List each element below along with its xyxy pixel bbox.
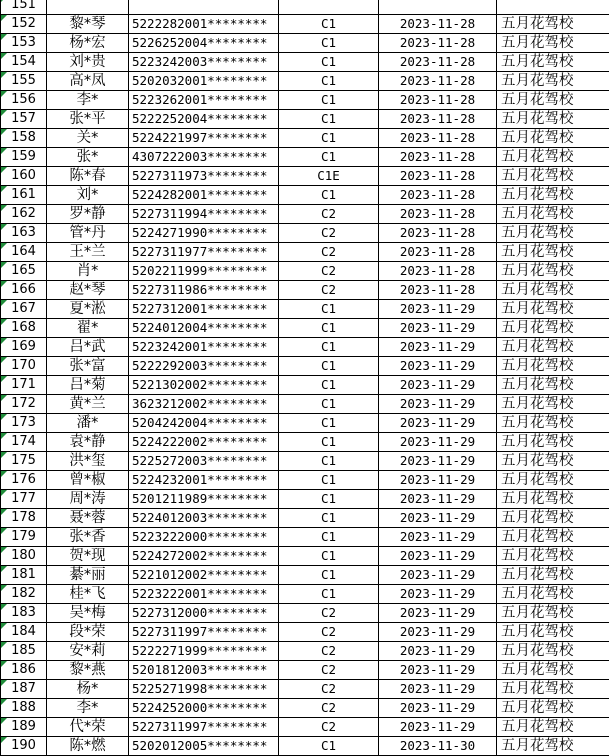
row-number-cell[interactable]: 188 [1,699,47,718]
row-number-cell[interactable]: 167 [1,300,47,319]
id-number-cell[interactable] [129,0,279,15]
name-cell[interactable]: 王*兰 [47,243,129,262]
license-type-cell[interactable]: C1 [279,585,379,604]
license-type-cell[interactable]: C1 [279,376,379,395]
table-row [1,528,609,547]
name-cell[interactable]: 罗*静 [47,205,129,224]
license-type-cell[interactable]: C2 [279,262,379,281]
date-cell[interactable]: 2023-11-29 [379,357,497,376]
row-number-cell[interactable]: 183 [1,604,47,623]
name-cell[interactable]: 赵*琴 [47,281,129,300]
name-cell[interactable]: 段*荣 [47,623,129,642]
school-cell[interactable]: 五月花驾校 [497,566,609,585]
date-cell[interactable]: 2023-11-29 [379,642,497,661]
row-number-cell[interactable]: 185 [1,642,47,661]
table-row [1,281,609,300]
name-cell[interactable]: 张*富 [47,357,129,376]
row-number-cell[interactable]: 181 [1,566,47,585]
table-row [1,300,609,319]
table-row [1,376,609,395]
name-cell[interactable]: 陈*燃 [47,737,129,756]
school-cell[interactable]: 五月花驾校 [497,642,609,661]
school-cell[interactable]: 五月花驾校 [497,91,609,110]
name-cell[interactable]: 肖* [47,262,129,281]
table-row [1,680,609,699]
school-cell[interactable]: 五月花驾校 [497,224,609,243]
school-cell[interactable]: 五月花驾校 [497,452,609,471]
row-number-cell[interactable]: 176 [1,471,47,490]
license-type-cell[interactable]: C1 [279,547,379,566]
school-cell[interactable]: 五月花驾校 [497,262,609,281]
license-type-cell[interactable]: C1 [279,737,379,756]
name-cell[interactable]: 周*涛 [47,490,129,509]
table-row [1,186,609,205]
date-cell[interactable]: 2023-11-28 [379,15,497,34]
id-number-cell[interactable]: 5222252004******** [129,110,279,129]
license-type-cell[interactable]: C1 [279,91,379,110]
id-number-cell[interactable]: 5223262001******** [129,91,279,110]
row-number-cell[interactable]: 173 [1,414,47,433]
id-number-cell[interactable]: 5224272002******** [129,547,279,566]
name-cell[interactable]: 安*莉 [47,642,129,661]
table-row [1,34,609,53]
school-cell[interactable]: 五月花驾校 [497,471,609,490]
date-cell[interactable]: 2023-11-29 [379,528,497,547]
license-type-cell[interactable]: C2 [279,642,379,661]
roster-rows [1,0,609,756]
name-cell[interactable]: 桂*飞 [47,585,129,604]
row-number-cell[interactable]: 189 [1,718,47,737]
id-number-cell[interactable]: 5223222000******** [129,528,279,547]
license-type-cell[interactable]: C2 [279,680,379,699]
school-cell[interactable]: 五月花驾校 [497,281,609,300]
date-cell[interactable]: 2023-11-28 [379,53,497,72]
school-cell[interactable]: 五月花驾校 [497,300,609,319]
id-number-cell[interactable]: 5221012002******** [129,566,279,585]
id-number-cell[interactable]: 5204242004******** [129,414,279,433]
id-number-cell[interactable]: 5227311986******** [129,281,279,300]
row-number-cell[interactable]: 157 [1,110,47,129]
school-cell[interactable]: 五月花驾校 [497,718,609,737]
school-cell[interactable]: 五月花驾校 [497,699,609,718]
name-cell[interactable]: 夏*淞 [47,300,129,319]
school-cell[interactable]: 五月花驾校 [497,490,609,509]
name-cell[interactable]: 高*凤 [47,72,129,91]
id-number-cell[interactable]: 5226252004******** [129,34,279,53]
id-number-cell[interactable]: 5227312000******** [129,604,279,623]
date-cell[interactable]: 2023-11-29 [379,490,497,509]
name-cell[interactable]: 刘*贵 [47,53,129,72]
name-cell[interactable]: 张*香 [47,528,129,547]
license-type-cell[interactable]: C1 [279,566,379,585]
row-number-cell[interactable]: 154 [1,53,47,72]
date-cell[interactable]: 2023-11-29 [379,376,497,395]
name-cell[interactable]: 潘* [47,414,129,433]
table-row [1,205,609,224]
id-number-cell[interactable]: 5224232001******** [129,471,279,490]
row-number-cell[interactable]: 175 [1,452,47,471]
row-number-cell[interactable]: 153 [1,34,47,53]
table-row [1,338,609,357]
id-number-cell[interactable]: 5202211999******** [129,262,279,281]
name-cell[interactable]: 吴*梅 [47,604,129,623]
id-number-cell[interactable]: 5223242003******** [129,53,279,72]
row-number-cell[interactable]: 152 [1,15,47,34]
row-number-cell[interactable]: 162 [1,205,47,224]
id-number-cell[interactable]: 5227311997******** [129,718,279,737]
table-row [1,737,609,756]
date-cell[interactable]: 2023-11-29 [379,585,497,604]
id-number-cell[interactable]: 5201211989******** [129,490,279,509]
name-cell[interactable]: 吕*武 [47,338,129,357]
row-number-cell[interactable]: 158 [1,129,47,148]
license-type-cell[interactable]: C1 [279,509,379,528]
date-cell[interactable]: 2023-11-29 [379,338,497,357]
row-number-cell[interactable]: 166 [1,281,47,300]
id-number-cell[interactable]: 5225271998******** [129,680,279,699]
table-row [1,585,609,604]
name-cell[interactable]: 黄*兰 [47,395,129,414]
id-number-cell[interactable]: 5224271990******** [129,224,279,243]
license-type-cell[interactable]: C1 [279,15,379,34]
name-cell[interactable]: 聂*蓉 [47,509,129,528]
date-cell[interactable]: 2023-11-29 [379,566,497,585]
table-row [1,471,609,490]
row-number-cell[interactable]: 171 [1,376,47,395]
license-type-cell[interactable]: C1 [279,490,379,509]
table-row [1,433,609,452]
school-cell[interactable]: 五月花驾校 [497,661,609,680]
name-cell[interactable]: 管*丹 [47,224,129,243]
id-number-cell[interactable]: 5225272003******** [129,452,279,471]
date-cell[interactable]: 2023-11-28 [379,167,497,186]
date-cell[interactable]: 2023-11-28 [379,148,497,167]
license-type-cell[interactable]: C1 [279,72,379,91]
table-row [1,167,609,186]
school-cell[interactable] [497,0,609,15]
school-cell[interactable]: 五月花驾校 [497,604,609,623]
date-cell[interactable]: 2023-11-29 [379,319,497,338]
school-cell[interactable]: 五月花驾校 [497,433,609,452]
school-cell[interactable]: 五月花驾校 [497,547,609,566]
date-cell[interactable]: 2023-11-28 [379,186,497,205]
license-type-cell[interactable]: C2 [279,243,379,262]
table-row [1,642,609,661]
date-cell[interactable]: 2023-11-28 [379,129,497,148]
id-number-cell[interactable]: 3623212002******** [129,395,279,414]
school-cell[interactable]: 五月花驾校 [497,395,609,414]
date-cell[interactable] [379,0,497,15]
row-number-cell[interactable]: 160 [1,167,47,186]
school-cell[interactable]: 五月花驾校 [497,376,609,395]
table-row [1,243,609,262]
id-number-cell[interactable]: 5201812003******** [129,661,279,680]
name-cell[interactable]: 袁*静 [47,433,129,452]
date-cell[interactable]: 2023-11-29 [379,414,497,433]
id-number-cell[interactable]: 5224252000******** [129,699,279,718]
school-cell[interactable]: 五月花驾校 [497,357,609,376]
name-cell[interactable]: 杨*宏 [47,34,129,53]
name-cell[interactable]: 吕*菊 [47,376,129,395]
license-type-cell[interactable]: C2 [279,623,379,642]
license-type-cell[interactable]: C1 [279,319,379,338]
id-number-cell[interactable]: 5227311977******** [129,243,279,262]
row-number-cell[interactable]: 174 [1,433,47,452]
id-number-cell[interactable]: 5223222001******** [129,585,279,604]
row-number-cell[interactable]: 159 [1,148,47,167]
table-row [1,414,609,433]
id-number-cell[interactable]: 5222271999******** [129,642,279,661]
date-cell[interactable]: 2023-11-29 [379,433,497,452]
school-cell[interactable]: 五月花驾校 [497,528,609,547]
license-type-cell[interactable]: C1E [279,167,379,186]
name-cell[interactable]: 关* [47,129,129,148]
id-number-cell[interactable]: 5223242001******** [129,338,279,357]
table-row [1,148,609,167]
table-row [1,91,609,110]
license-type-cell[interactable]: C2 [279,661,379,680]
table-row [1,15,609,34]
school-cell[interactable]: 五月花驾校 [497,186,609,205]
id-number-cell[interactable]: 5202032001******** [129,72,279,91]
name-cell[interactable]: 翟* [47,319,129,338]
id-number-cell[interactable]: 5224012003******** [129,509,279,528]
school-cell[interactable]: 五月花驾校 [497,585,609,604]
date-cell[interactable]: 2023-11-29 [379,452,497,471]
date-cell[interactable]: 2023-11-29 [379,604,497,623]
school-cell[interactable]: 五月花驾校 [497,72,609,91]
row-number-cell[interactable]: 172 [1,395,47,414]
row-number-cell[interactable]: 164 [1,243,47,262]
table-row [1,319,609,338]
table-row [1,129,609,148]
license-type-cell[interactable] [279,0,379,15]
license-type-cell[interactable]: C2 [279,604,379,623]
license-type-cell[interactable]: C2 [279,205,379,224]
id-number-cell[interactable]: 5221302002******** [129,376,279,395]
id-number-cell[interactable]: 5224222002******** [129,433,279,452]
date-cell[interactable]: 2023-11-29 [379,699,497,718]
date-cell[interactable]: 2023-11-28 [379,224,497,243]
license-type-cell[interactable]: C2 [279,224,379,243]
school-cell[interactable]: 五月花驾校 [497,509,609,528]
name-cell[interactable]: 贺*现 [47,547,129,566]
license-type-cell[interactable]: C2 [279,718,379,737]
name-cell[interactable]: 黎*琴 [47,15,129,34]
name-cell[interactable]: 洪*玺 [47,452,129,471]
date-cell[interactable]: 2023-11-28 [379,72,497,91]
name-cell[interactable]: 杨* [47,680,129,699]
date-cell[interactable]: 2023-11-29 [379,718,497,737]
school-cell[interactable]: 五月花驾校 [497,148,609,167]
license-type-cell[interactable]: C2 [279,281,379,300]
row-number-cell[interactable]: 184 [1,623,47,642]
id-number-cell[interactable]: 5222282001******** [129,15,279,34]
table-row [1,0,609,15]
date-cell[interactable]: 2023-11-28 [379,243,497,262]
school-cell[interactable]: 五月花驾校 [497,53,609,72]
row-number-cell[interactable]: 169 [1,338,47,357]
row-number-cell[interactable]: 155 [1,72,47,91]
school-cell[interactable]: 五月花驾校 [497,243,609,262]
name-cell[interactable]: 綦*丽 [47,566,129,585]
school-cell[interactable]: 五月花驾校 [497,110,609,129]
table-row [1,490,609,509]
row-number-cell[interactable]: 179 [1,528,47,547]
school-cell[interactable]: 五月花驾校 [497,414,609,433]
license-type-cell[interactable]: C1 [279,110,379,129]
table-row [1,604,609,623]
table-row [1,718,609,737]
license-type-cell[interactable]: C1 [279,433,379,452]
id-number-cell[interactable]: 5224221997******** [129,129,279,148]
license-type-cell[interactable]: C1 [279,471,379,490]
table-row [1,661,609,680]
row-number-cell[interactable]: 182 [1,585,47,604]
row-number-cell[interactable]: 178 [1,509,47,528]
table-row [1,53,609,72]
row-number-cell[interactable]: 187 [1,680,47,699]
date-cell[interactable]: 2023-11-29 [379,471,497,490]
license-type-cell[interactable]: C1 [279,186,379,205]
school-cell[interactable]: 五月花驾校 [497,737,609,756]
date-cell[interactable]: 2023-11-29 [379,661,497,680]
name-cell[interactable]: 黎*燕 [47,661,129,680]
id-number-cell[interactable]: 5227311994******** [129,205,279,224]
date-cell[interactable]: 2023-11-29 [379,300,497,319]
id-number-cell[interactable]: 5224282001******** [129,186,279,205]
id-number-cell[interactable]: 5227311997******** [129,623,279,642]
date-cell[interactable]: 2023-11-28 [379,205,497,224]
row-number-cell[interactable]: 165 [1,262,47,281]
date-cell[interactable]: 2023-11-29 [379,547,497,566]
table-row [1,262,609,281]
date-cell[interactable]: 2023-11-29 [379,395,497,414]
license-type-cell[interactable]: C1 [279,357,379,376]
id-number-cell[interactable]: 5222292003******** [129,357,279,376]
school-cell[interactable]: 五月花驾校 [497,34,609,53]
name-cell[interactable]: 张* [47,148,129,167]
school-cell[interactable]: 五月花驾校 [497,205,609,224]
school-cell[interactable]: 五月花驾校 [497,623,609,642]
table-row [1,547,609,566]
license-type-cell[interactable]: C1 [279,528,379,547]
row-number-cell[interactable]: 190 [1,737,47,756]
date-cell[interactable]: 2023-11-29 [379,623,497,642]
name-cell[interactable]: 李* [47,699,129,718]
license-type-cell[interactable]: C1 [279,53,379,72]
name-cell[interactable]: 代*荣 [47,718,129,737]
row-number-cell[interactable]: 168 [1,319,47,338]
school-cell[interactable]: 五月花驾校 [497,338,609,357]
date-cell[interactable]: 2023-11-28 [379,262,497,281]
table-row [1,623,609,642]
table-row [1,452,609,471]
license-type-cell[interactable]: C1 [279,414,379,433]
id-number-cell[interactable]: 5202012005******** [129,737,279,756]
school-cell[interactable]: 五月花驾校 [497,319,609,338]
row-number-cell[interactable]: 161 [1,186,47,205]
id-number-cell[interactable]: 5224012004******** [129,319,279,338]
table-row [1,224,609,243]
license-type-cell[interactable]: C1 [279,395,379,414]
row-number-cell[interactable]: 177 [1,490,47,509]
license-type-cell[interactable]: C1 [279,129,379,148]
date-cell[interactable]: 2023-11-28 [379,34,497,53]
table-row [1,566,609,585]
row-number-cell[interactable]: 163 [1,224,47,243]
table-row [1,699,609,718]
table-row [1,357,609,376]
table-row [1,110,609,129]
license-type-cell[interactable]: C1 [279,148,379,167]
date-cell[interactable]: 2023-11-28 [379,281,497,300]
date-cell[interactable]: 2023-11-29 [379,680,497,699]
license-type-cell[interactable]: C1 [279,34,379,53]
license-type-cell[interactable]: C1 [279,338,379,357]
school-cell[interactable]: 五月花驾校 [497,167,609,186]
row-number-cell[interactable]: 151 [1,0,47,15]
date-cell[interactable]: 2023-11-29 [379,509,497,528]
date-cell[interactable]: 2023-11-30 [379,737,497,756]
school-cell[interactable]: 五月花驾校 [497,680,609,699]
row-number-cell[interactable]: 180 [1,547,47,566]
id-number-cell[interactable]: 4307222003******** [129,148,279,167]
name-cell[interactable]: 李* [47,91,129,110]
row-number-cell[interactable]: 156 [1,91,47,110]
name-cell[interactable]: 曾*椒 [47,471,129,490]
table-row [1,509,609,528]
name-cell[interactable]: 刘* [47,186,129,205]
row-number-cell[interactable]: 186 [1,661,47,680]
license-type-cell[interactable]: C2 [279,699,379,718]
date-cell[interactable]: 2023-11-28 [379,110,497,129]
date-cell[interactable]: 2023-11-28 [379,91,497,110]
school-cell[interactable]: 五月花驾校 [497,15,609,34]
license-type-cell[interactable]: C1 [279,452,379,471]
license-type-cell[interactable]: C1 [279,300,379,319]
id-number-cell[interactable]: 5227312001******** [129,300,279,319]
name-cell[interactable]: 张*平 [47,110,129,129]
table-row [1,395,609,414]
row-number-cell[interactable]: 170 [1,357,47,376]
name-cell[interactable] [47,0,129,15]
school-cell[interactable]: 五月花驾校 [497,129,609,148]
id-number-cell[interactable]: 5227311973******** [129,167,279,186]
name-cell[interactable]: 陈*春 [47,167,129,186]
table-row [1,72,609,91]
